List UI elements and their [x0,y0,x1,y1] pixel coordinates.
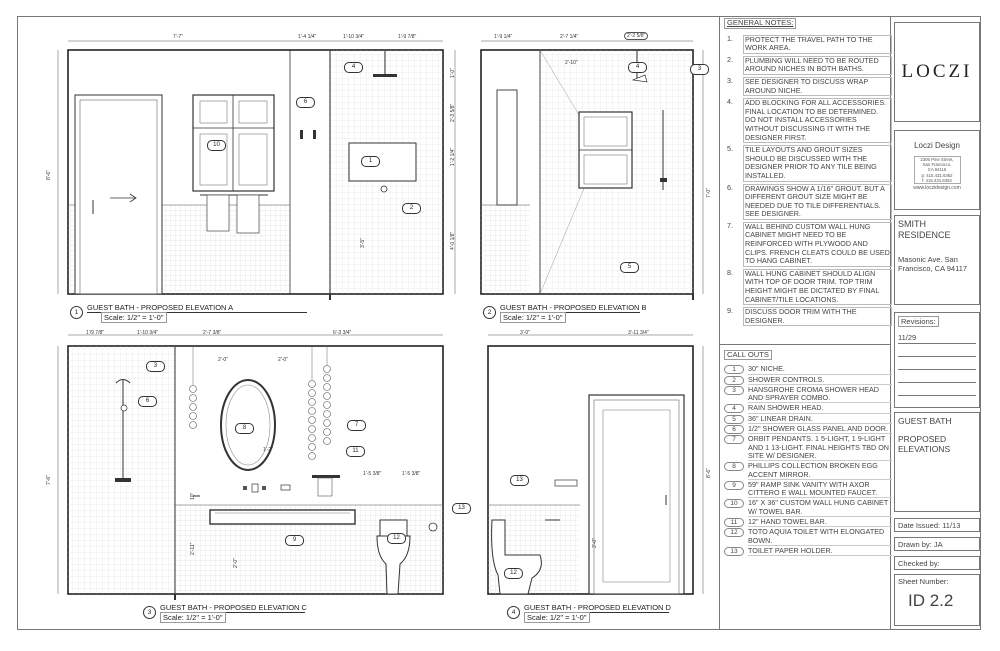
call-out-item: 9 59" RAMP SINK VANITY WITH AXOR CITTERO E WALL MOUNTED FAUCET. [724,481,892,499]
company-box [894,130,980,210]
dim-a-top-3: 1'-10 3/4" [343,34,365,40]
dim-d-top-1: 3'-0" [520,330,530,336]
elevation-a-drawing [58,41,455,300]
dim-a-side-2: 1'-0" [450,68,456,78]
dim-d-side-2: 3'-0" [592,538,598,548]
notes-callouts-divider [719,344,890,345]
revisions-box [894,312,980,408]
dim-a-side-3: 2'-3 5/8" [450,103,456,122]
call-outs [724,350,892,557]
dim-c-side-4: 10" [190,492,196,500]
tag-d-12: 12 [504,568,523,579]
call-out-item: 6 1/2" SHOWER GLASS PANEL AND DOOR. [724,425,892,434]
tag-c-11: 11 [346,446,365,457]
drawn-by: Drawn by: JA [894,537,980,551]
tag-c-12: 12 [387,533,406,544]
elevation-c-title: GUEST BATH - PROPOSED ELEVATION C Scale: 1/2" = 1'-0" [160,603,307,622]
general-notes-header: GENERAL NOTES: [724,18,796,29]
dim-c-top-3: 2'-7 3/8" [203,330,222,336]
dim-d-top-2: 3'-11 3/4" [628,330,649,336]
revisions-label: Revisions: [898,316,939,327]
dim-a-top-1: 7'-7" [173,34,183,40]
elevation-b-drawing [481,41,703,300]
call-out-item: 3 HANSGROHE CROMA SHOWER HEAD AND SPRAYER COMBO. [724,386,892,404]
dim-a-top-2: 1'-4 1/4" [298,34,317,40]
call-out-item: 5 36" LINEAR DRAIN. [724,415,892,424]
general-note-item: 7. WALL BEHIND CUSTOM WALL HUNG CABINET MIGHT NEED TO BE REINFORCED WITH PLYWOOD AND CLIPS. FRENCH CLEATS COULD BE USED TO HANG CABINET. [724,222,892,267]
dim-d-side-1: 8'-6" [706,468,712,478]
elevation-d-drawing [488,335,703,594]
general-note-item: 4. ADD BLOCKING FOR ALL ACCESSORIES. FINAL LOCATION TO BE DETERMINED. DO NOT INSTALL ACCESSORIES WITHOUT DISCUSSING IT WITH THE DESIGNER FIRST. [724,98,892,143]
tag-a-1: 1 [361,156,380,167]
elevation-a-number: 1 [70,306,83,319]
company-address: 2306 Pine Street, San Francisco, CA 94115 p: 415.431.6362 f: 415.431.6362 [914,156,961,184]
tag-c-13: 13 [452,503,471,514]
dim-b-side-1: 7'-0" [706,188,712,198]
dim-c-top-1: 1'/9 7/8" [86,330,105,336]
call-out-item: 4 RAIN SHOWER HEAD. [724,404,892,413]
elevation-a-title: GUEST BATH - PROPOSED ELEVATION A Scale: 1/2" = 1'-0" [87,303,307,322]
tag-c-6: 6 [138,396,157,407]
dim-a-top-4: 1'-9 7/8" [398,34,417,40]
client-address: Masonic Ave. San Francisco, CA 94117 [898,255,968,273]
sheet-title: GUEST BATH [898,416,952,426]
tag-a-4: 4 [344,62,363,73]
company-name: Loczi Design [914,141,960,150]
call-out-item: 12 TOTO AQUIA TOILET WITH ELONGATED BOWN. [724,528,892,546]
call-out-item: 8 PHILLIPS COLLECTION BROKEN EGG ACCENT MIRROR. [724,462,892,480]
logo-box [894,22,980,122]
sheet-subtitle: PROPOSED ELEVATIONS [898,434,951,454]
dim-c-side-2: 2'-11" [190,542,196,555]
call-out-item: 13 TOILET PAPER HOLDER. [724,547,892,556]
client-box [894,215,980,305]
dim-c-top-7: 1'-2" [263,447,273,453]
tag-b-4: 4 [628,62,647,73]
elevation-d-number: 4 [507,606,520,619]
dim-a-side-4: 1'-2 1/4" [450,147,456,166]
general-note-item: 8. WALL HUNG CABINET SHOULD ALIGN WITH TOP OF DOOR TRIM. TOP TRIM HEIGHT MIGHT BE DICTATED BY FINAL CABINET/TILE LOCATIONS. [724,269,892,305]
call-out-item: 1 30" NICHE. [724,365,892,374]
dim-c-top-9: 1'-5 3/8" [402,471,421,477]
company-logo: LOCZI [901,61,973,82]
dim-c-side-1: 7'-6" [46,475,52,485]
tag-d-13: 13 [510,475,529,486]
dim-a-side-6: 3'-5" [360,238,366,248]
general-notes [724,18,892,328]
dim-a-side-5: 4'-0 1/8" [450,231,456,250]
sheet-title-box [894,412,980,512]
general-note-item: 5. TILE LAYOUTS AND GROUT SIZES SHOULD BE DISCUSSED WITH THE DESIGNER PRIOR TO ANY TILE BEING INSTALLED. [724,145,892,181]
tag-c-9: 9 [285,535,304,546]
tag-a-10: 10 [207,140,226,151]
checked-by: Checked by: [894,556,980,570]
dim-a-side-1: 8'-6" [46,170,52,180]
call-out-item: 7 ORBIT PENDANTS. 1 5-LIGHT, 1 9-LIGHT AND 1 13-LIGHT. FINAL HEIGHTS TBD ON SITE W/ DESIGNER. [724,435,892,461]
dim-b-top-1: 1'-9 1/4" [494,34,513,40]
client-name: SMITH RESIDENCE [898,219,951,240]
general-note-item: 1. PROTECT THE TRAVEL PATH TO THE WORK AREA. [724,35,892,54]
call-outs-header: CALL OUTS [724,350,772,360]
dim-c-top-5: 2'-0" [218,357,228,363]
elevation-b-title: GUEST BATH - PROPOSED ELEVATION B Scale: 1/2" = 1'-0" [500,303,647,322]
general-note-item: 3. SEE DESIGNER TO DISCUSS WRAP AROUND NICHE. [724,77,892,96]
tag-c-8: 8 [235,423,254,434]
dim-c-side-3: 2'-0" [233,558,239,568]
sheet-number-box [894,574,980,626]
dim-c-top-6: 2'-0" [278,357,288,363]
sheet-number: ID 2.2 [908,591,954,610]
date-issued: Date Issued: 11/13 [894,518,980,532]
dim-b-top-4: 2'-10" [565,60,578,66]
call-out-item: 2 SHOWER CONTROLS. [724,376,892,385]
dim-b-top-2: 2'-7 1/4" [560,34,579,40]
tag-c-7: 7 [347,420,366,431]
revision-1: 11/29 [898,333,976,344]
call-out-item: 10 16" X 36" CUSTOM WALL HUNG CABINET W/ TOWEL BAR. [724,499,892,517]
tag-c-3: 3 [146,361,165,372]
company-website: www.loczidesign.com [913,185,961,192]
elevation-c-drawing [58,335,443,600]
tag-b-3: 3 [690,64,709,75]
call-out-item: 11 12" HAND TOWEL BAR. [724,518,892,527]
general-note-item: 9. DISCUSS DOOR TRIM WITH THE DESIGNER. [724,307,892,326]
elevation-c-number: 3 [143,606,156,619]
dim-b-top-3: 2'-2 5/8" [624,32,648,40]
tag-a-2: 2 [402,203,421,214]
sheet-number-label: Sheet Number: [898,577,949,586]
dim-c-top-2: 1'-10 3/4" [137,330,159,336]
tag-b-5: 5 [620,262,639,273]
elevation-d-title: GUEST BATH - PROPOSED ELEVATION D Scale: 1/2" = 1'-0" [524,603,671,622]
elevation-b-number: 2 [483,306,496,319]
general-note-item: 6. DRAWINGS SHOW A 1/16" GROUT. BUT A DIFFERENT GROUT SIZE MIGHT BE NEEDED DUE TO TILE DIFFERENTIALS. SEE DESIGNER. [724,184,892,220]
general-note-item: 2. PLUMBING WILL NEED TO BE ROUTED AROUND NICHES IN BOTH BATHS. [724,56,892,75]
tag-a-6: 6 [296,97,315,108]
dim-c-top-4: 6'-3 3/4" [333,330,352,336]
dim-c-top-8: 1'-5 3/8" [363,471,382,477]
